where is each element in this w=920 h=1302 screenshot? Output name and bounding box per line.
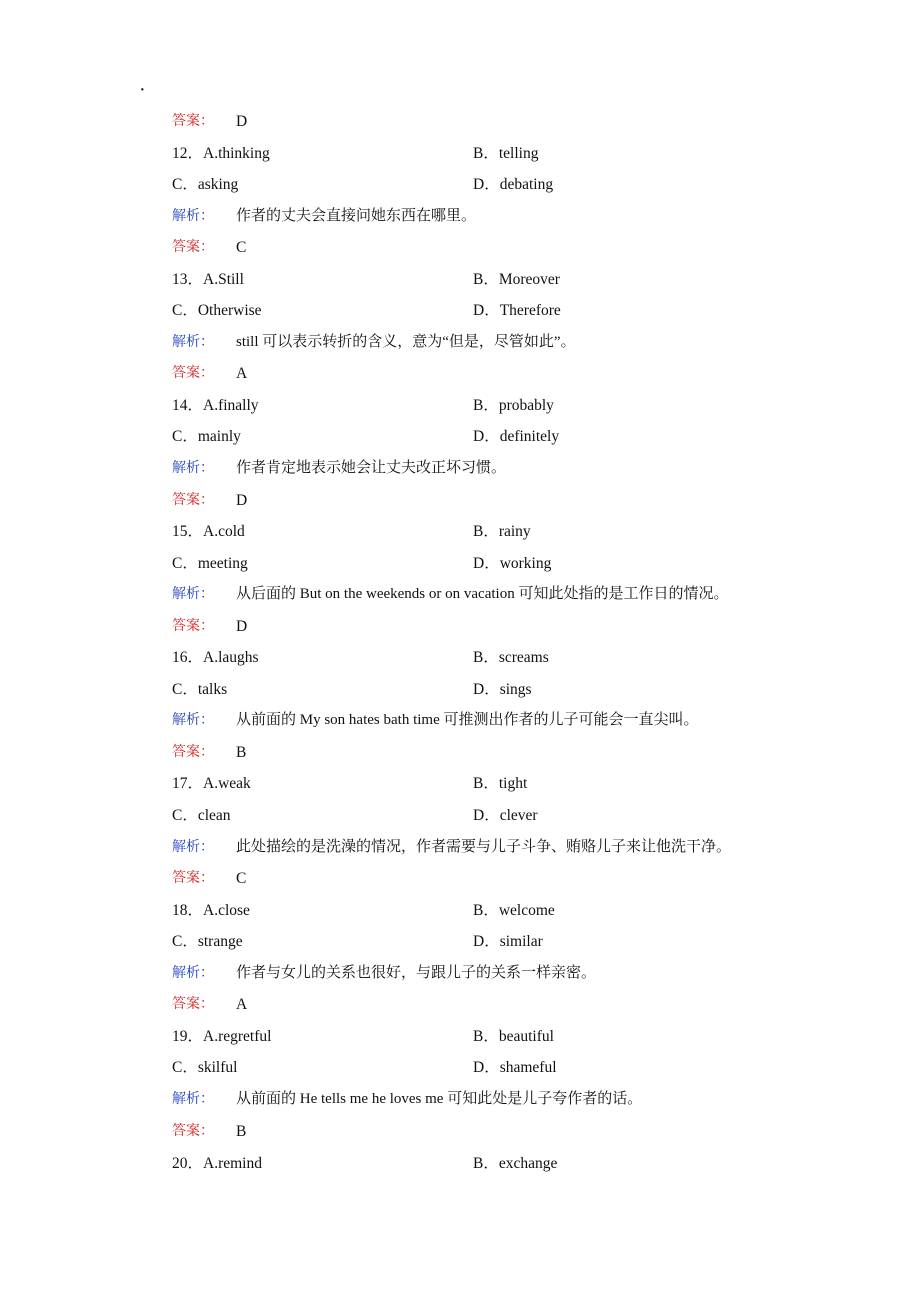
answer-row: [172, 989, 872, 1021]
option-row-cd: [172, 800, 872, 832]
explanation-row: [172, 453, 872, 485]
answer-value: B: [236, 1122, 247, 1140]
option-a: 12．A.thinking: [172, 144, 270, 162]
answer-value: D: [236, 491, 248, 509]
answer-label: 答案：: [172, 870, 214, 887]
answer-label: 答案：: [172, 239, 214, 256]
question-block: [172, 895, 872, 1021]
option-row-ab: [172, 138, 872, 170]
option-c: C．asking: [172, 176, 239, 194]
question-block: [172, 1021, 872, 1147]
explanation-label: 解析：: [172, 964, 214, 981]
question-block: [172, 390, 872, 516]
explanation-label: 解析：: [172, 838, 214, 855]
option-row-cd: [172, 295, 872, 327]
question-block: [172, 768, 872, 894]
option-b: B．Moreover: [473, 270, 560, 288]
question-block: [172, 516, 872, 642]
answer-row: [172, 106, 872, 138]
option-c: C．strange: [172, 933, 243, 951]
answer-row: [172, 1116, 872, 1148]
explanation-label: 解析：: [172, 1090, 214, 1107]
option-row-cd: [172, 926, 872, 958]
last-question: [172, 1148, 872, 1180]
explanation-row: [172, 832, 872, 864]
option-a: 18．A.close: [172, 901, 250, 919]
answer-label: 答案：: [172, 113, 214, 129]
answer-row: [172, 232, 872, 264]
answer-value: B: [236, 743, 247, 761]
option-d: D．working: [473, 554, 552, 572]
explanation-row: [172, 579, 872, 611]
answer-row: [172, 358, 872, 390]
explanation-text: 从前面的 He tells me he loves me 可知此处是儿子夸作者的话。: [236, 1090, 643, 1107]
option-a: 15．A.cold: [172, 523, 245, 541]
option-a: 20．A.remind: [172, 1155, 262, 1172]
answer-value: D: [236, 113, 248, 130]
answer-label: 答案：: [172, 365, 214, 382]
answer-label: 答案：: [172, 1122, 214, 1139]
answer-row: [172, 611, 872, 643]
option-d: D．similar: [473, 933, 543, 951]
option-row-ab: [172, 1148, 872, 1180]
option-d: D．shameful: [473, 1059, 557, 1077]
option-b: B．tight: [473, 775, 528, 793]
option-c: C．mainly: [172, 428, 241, 446]
option-row-ab: [172, 1021, 872, 1053]
option-c: C．skilful: [172, 1059, 238, 1077]
option-a: 14．A.finally: [172, 396, 259, 414]
option-row-cd: [172, 674, 872, 706]
option-a: 13．A.Still: [172, 270, 244, 288]
option-d: D．clever: [473, 807, 538, 825]
answer-row: [172, 863, 872, 895]
option-c: C．clean: [172, 807, 231, 825]
option-row-ab: [172, 516, 872, 548]
explanation-row: [172, 958, 872, 990]
explanation-text: 作者的丈夫会直接问她东西在哪里。: [236, 207, 477, 224]
explanation-text: 作者肯定地表示她会让丈夫改正坏习惯。: [236, 460, 507, 477]
option-row-ab: [172, 895, 872, 927]
option-row-ab: [172, 390, 872, 422]
answer-label: 答案：: [172, 491, 214, 508]
answer-value: D: [236, 617, 248, 635]
explanation-label: 解析：: [172, 460, 214, 477]
option-row-cd: [172, 421, 872, 453]
option-c: C．Otherwise: [172, 302, 262, 320]
header-dot: ·: [139, 79, 146, 101]
option-row-cd: [172, 1052, 872, 1084]
explanation-text: 从后面的 But on the weekends or on vacation 可知此处指的是工作日的情况。: [236, 586, 729, 603]
explanation-row: [172, 1084, 872, 1116]
option-d: D．definitely: [473, 428, 560, 446]
option-b: B．rainy: [473, 523, 531, 541]
option-b: B．probably: [473, 396, 554, 414]
option-b: B．screams: [473, 649, 549, 667]
answer-value: C: [236, 870, 247, 888]
option-a: 16．A.laughs: [172, 649, 259, 667]
question-block: [172, 138, 872, 264]
option-row-cd: [172, 548, 872, 580]
option-b: B．welcome: [473, 901, 555, 919]
option-c: C．talks: [172, 680, 228, 698]
option-row-cd: [172, 169, 872, 201]
explanation-row: [172, 705, 872, 737]
explanation-label: 解析：: [172, 207, 214, 224]
answer-value: C: [236, 239, 247, 257]
option-a: 17．A.weak: [172, 775, 251, 793]
option-row-ab: [172, 264, 872, 296]
explanation-row: [172, 327, 872, 359]
option-d: D．debating: [473, 176, 554, 194]
option-b: B．telling: [473, 144, 539, 162]
explanation-text: 作者与女儿的关系也很好，与跟儿子的关系一样亲密。: [236, 964, 597, 981]
explanation-label: 解析：: [172, 333, 214, 350]
option-b: B．exchange: [473, 1155, 558, 1172]
explanation-text: still 可以表示转折的含义，意为“但是，尽管如此”。: [236, 333, 576, 350]
question-block: [172, 642, 872, 768]
explanation-text: 从前面的 My son hates bath time 可推测出作者的儿子可能会一直尖叫。: [236, 712, 699, 729]
explanation-row: [172, 201, 872, 233]
explanation-label: 解析：: [172, 586, 214, 603]
explanation-label: 解析：: [172, 712, 214, 729]
answer-value: A: [236, 996, 248, 1014]
question-block: [172, 264, 872, 390]
answer-label: 答案：: [172, 743, 214, 760]
option-row-ab: [172, 642, 872, 674]
answer-row: [172, 485, 872, 517]
answer-label: 答案：: [172, 996, 214, 1013]
answer-value: A: [236, 365, 248, 383]
explanation-text: 此处描绘的是洗澡的情况，作者需要与儿子斗争、贿赂儿子来让他洗干净。: [236, 838, 732, 855]
option-row-ab: [172, 768, 872, 800]
option-c: C．meeting: [172, 554, 248, 572]
option-b: B．beautiful: [473, 1027, 554, 1045]
option-a: 19．A.regretful: [172, 1027, 272, 1045]
answer-label: 答案：: [172, 617, 214, 634]
document-body: [172, 106, 872, 1147]
option-d: D．sings: [473, 680, 532, 698]
option-d: D．Therefore: [473, 302, 561, 320]
answer-row: [172, 737, 872, 769]
